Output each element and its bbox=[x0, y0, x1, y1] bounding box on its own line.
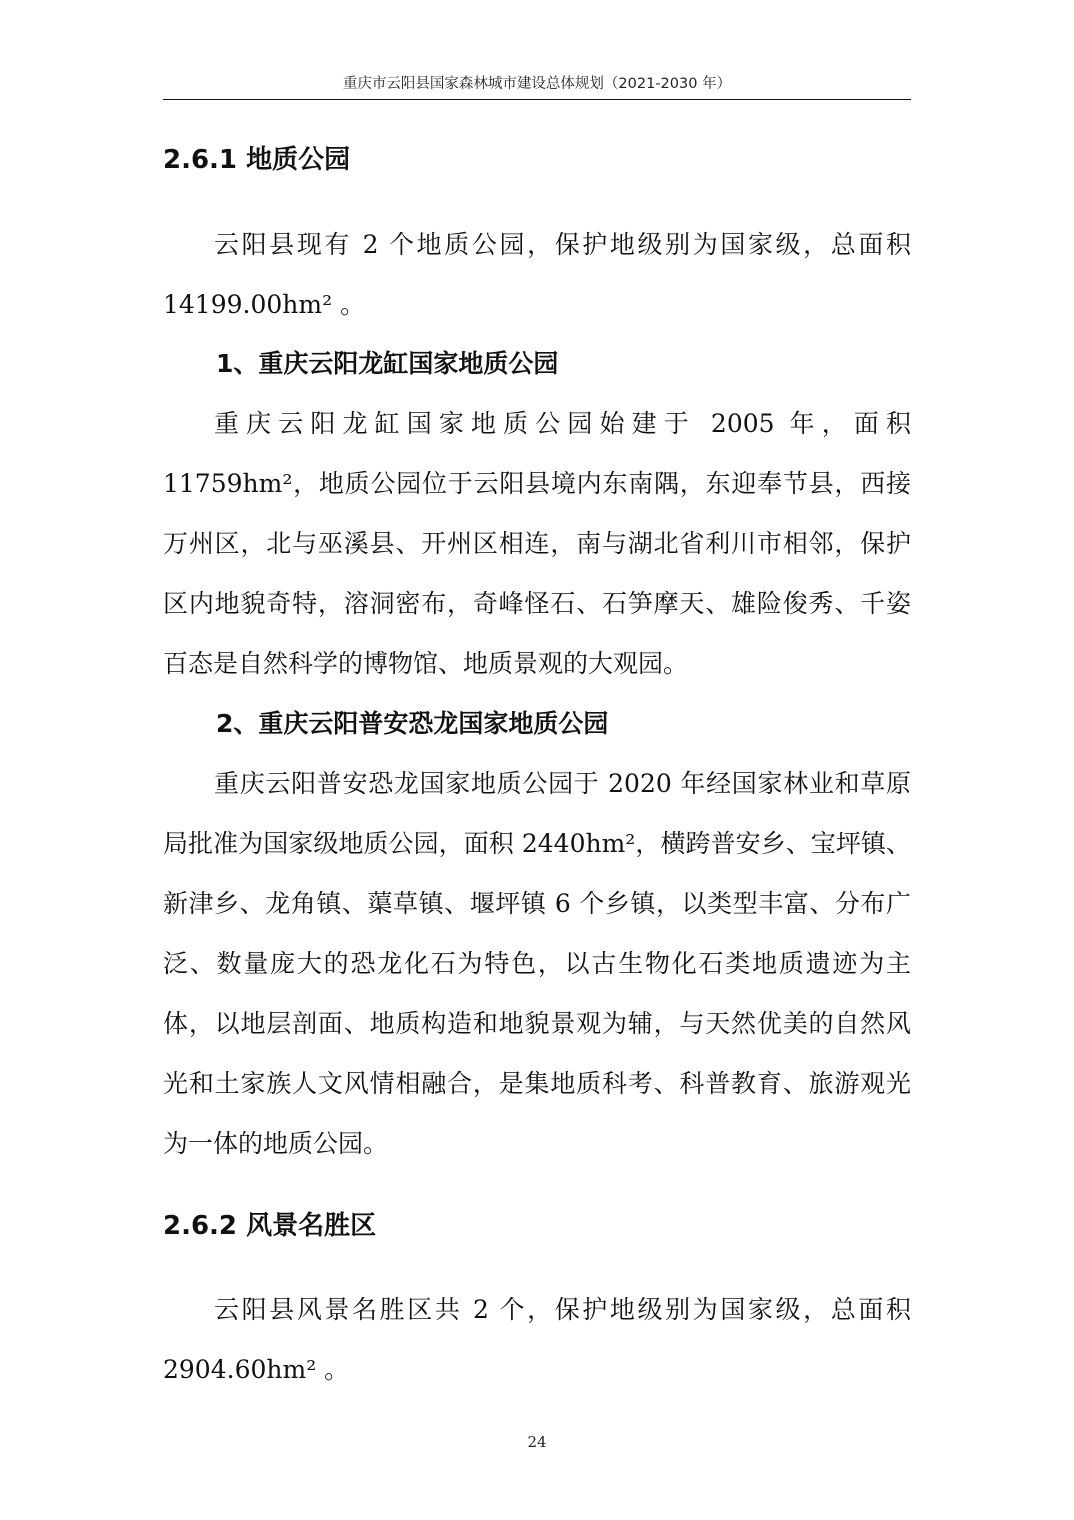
page-number: 24 bbox=[527, 1433, 547, 1451]
page-header-title: 重庆市云阳县国家森林城市建设总体规划（2021-2030 年） bbox=[342, 76, 732, 92]
header-divider bbox=[163, 99, 911, 100]
paragraph-scenic-area-intro: 云阳县风景名胜区共 2 个，保护地级别为国家级，总面积 2904.60hm² 。 bbox=[163, 1295, 911, 1384]
paragraph-puan-dinosaur-geopark: 重庆云阳普安恐龙国家地质公园于 2020 年经国家林业和草原局批准为国家级地质公园，面积 2440hm²，横跨普安乡、宝坪镇、新津乡、龙角镇、蕖草镇、堰坪镇 6 个乡镇，以类型丰富、分布广泛、数量庞大的恐龙化石为特色，以古生物化石类地质遗迹为主体，以地层剖面、地质构造和地貌景观为辅，与天然优美的自然风光和土家族人文风情相融合，是集地质科考、科普教育、旅游观光为一体的地质公园。 bbox=[163, 769, 911, 1158]
paragraph-longgang-geopark: 重庆云阳龙缸国家地质公园始建于 2005 年，面积 11759hm²，地质公园位于云阳县境内东南隅，东迎奉节县，西接万州区，北与巫溪县、开州区相连，南与湖北省利川市相邻，保护区内地貌奇特，溶洞密布，奇峰怪石、石笋摩天、雄险俊秀、千姿百态是自然科学的博物馆、地质景观的大观园。 bbox=[163, 409, 911, 678]
subheading-puan-dinosaur-geopark: 2、重庆云阳普安恐龙国家地质公园 bbox=[216, 709, 609, 738]
section-heading-scenic-area: 2.6.2 风景名胜区 bbox=[163, 1211, 377, 1241]
subheading-longgang-geopark: 1、重庆云阳龙缸国家地质公园 bbox=[216, 349, 559, 378]
paragraph-geopark-intro: 云阳县现有 2 个地质公园，保护地级别为国家级，总面积 14199.00hm² 。 bbox=[163, 230, 911, 319]
section-heading-geopark: 2.6.1 地质公园 bbox=[163, 145, 351, 175]
